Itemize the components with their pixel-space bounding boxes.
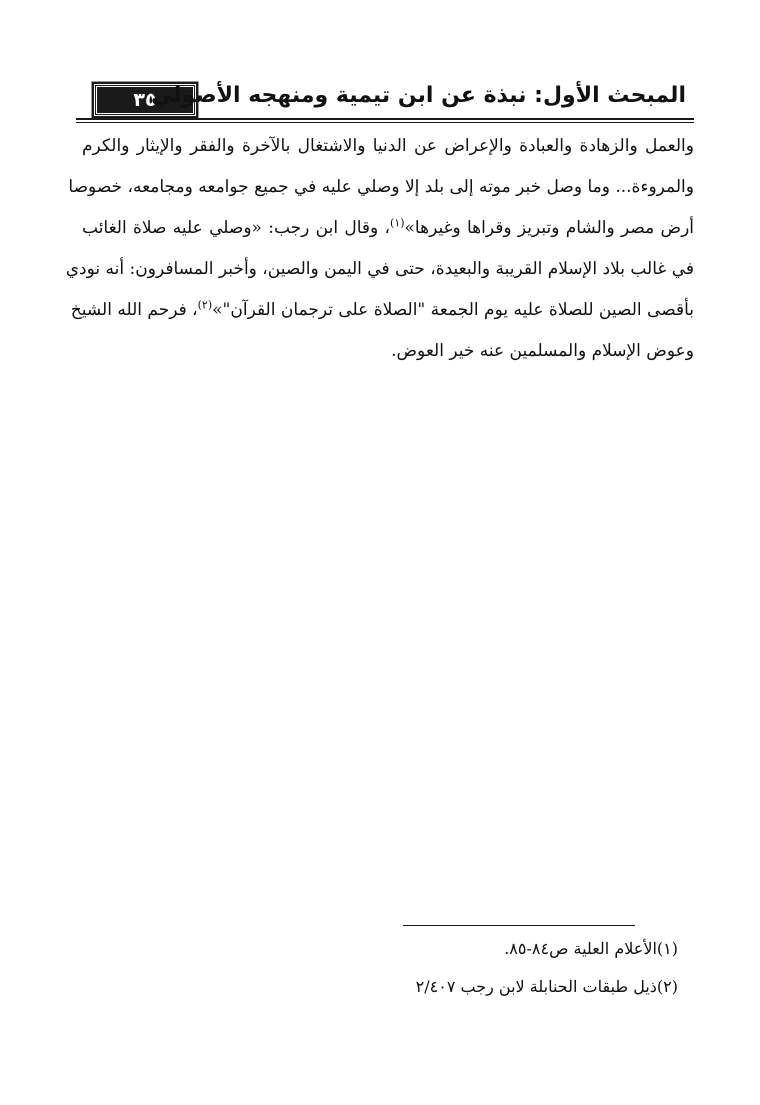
body-line-1: والعمل والزهادة والعبادة والإعراض عن الدنيا والاشتغال بالآخرة والفقر والإيثار والكرم bbox=[82, 136, 694, 156]
footnote-1: (١)الأعلام العلية ص٨٤-٨٥. bbox=[504, 939, 678, 958]
header-rule bbox=[76, 118, 694, 120]
footnote-ref-2: (٢) bbox=[197, 298, 213, 312]
footnote-separator bbox=[403, 925, 635, 926]
body-paragraph bbox=[65, 126, 694, 372]
body-line-4: في غالب بلاد الإسلام القريبة والبعيدة، حتى في اليمن والصين، وأخبر المسافرون: أنه نودي bbox=[65, 259, 694, 279]
header-rule-thin bbox=[76, 122, 694, 123]
body-line-3-end: ، وقال ابن رجب: «وصلي عليه صلاة الغائب bbox=[82, 218, 391, 238]
page-header bbox=[76, 78, 692, 116]
body-line-5-end: ، فرحم الله الشيخ bbox=[70, 300, 198, 320]
body-line-2: والمروءة... وما وصل خبر موته إلى بلد إلا وصلي عليه في جميع جوامعه ومجامعه، خصوصا bbox=[68, 177, 694, 197]
footnote-2: (٢)ذيل طبقات الحنابلة لابن رجب ٢/٤٠٧ bbox=[415, 977, 678, 996]
footnotes bbox=[258, 930, 678, 1006]
body-line-3-start: أرض مصر والشام وتبريز وقراها وغيرها» bbox=[404, 218, 694, 238]
body-line-5 bbox=[70, 290, 694, 331]
running-title: المبحث الأول: نبذة عن ابن تيمية ومنهجه الأصولي bbox=[151, 83, 686, 108]
footnote-ref-1: (١) bbox=[390, 216, 405, 230]
body-line-3 bbox=[82, 208, 694, 249]
page-number: ٣٥ bbox=[133, 89, 157, 111]
body-line-5-start: بأقصى الصين للصلاة عليه يوم الجمعة "الصلاة على ترجمان القرآن"» bbox=[212, 300, 694, 320]
body-line-6: وعوض الإسلام والمسلمين عنه خير العوض. bbox=[391, 341, 694, 361]
